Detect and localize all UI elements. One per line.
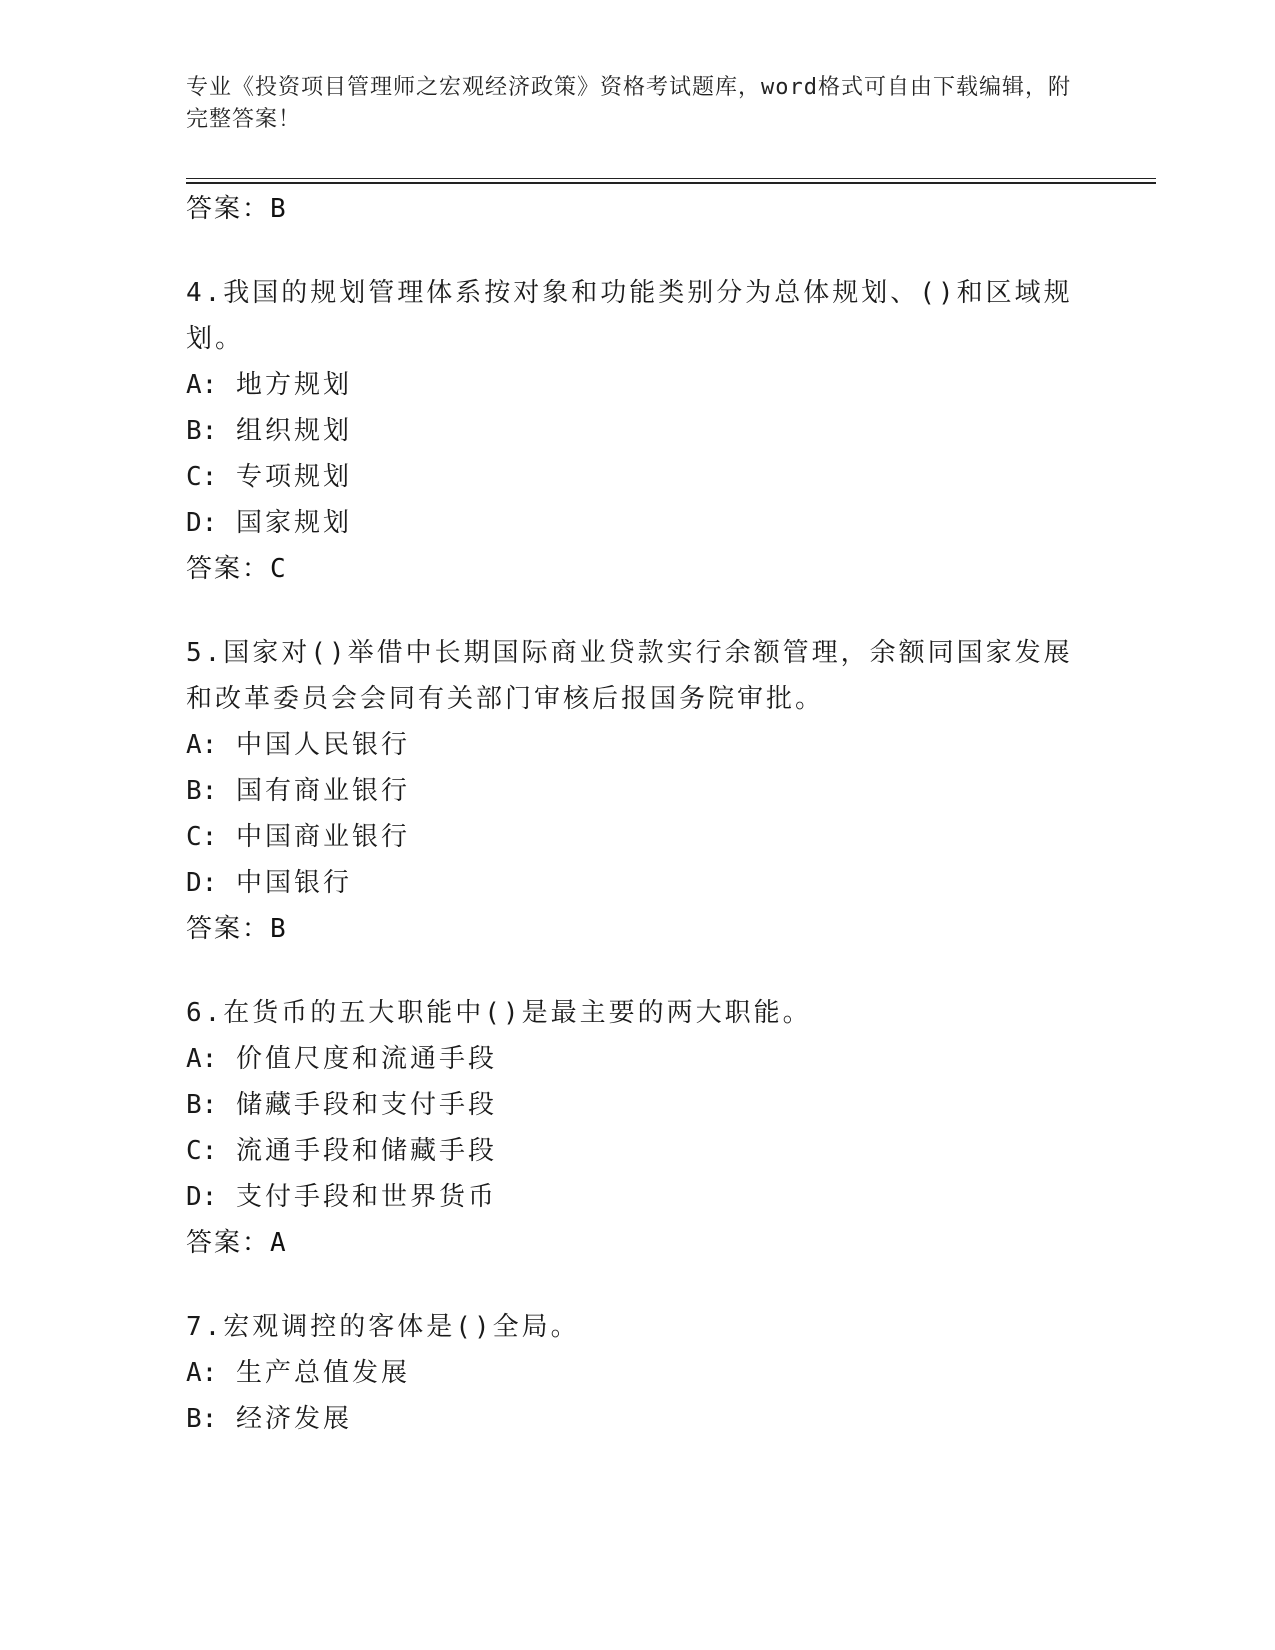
answer-line bbox=[186, 186, 1086, 232]
header-rule-thin bbox=[186, 178, 1156, 179]
option-d bbox=[186, 1174, 1086, 1220]
option-a bbox=[186, 1350, 1086, 1396]
answer-line bbox=[186, 906, 1086, 952]
question-item bbox=[186, 990, 1086, 1266]
option-c bbox=[186, 814, 1086, 860]
option-text: 专项规划 bbox=[235, 462, 352, 492]
question-item bbox=[186, 1304, 1086, 1442]
option-key: C: bbox=[186, 462, 218, 492]
question-stem: 5.国家对()举借中长期国际商业贷款实行余额管理，余额同国家发展和改革委员会会同有关部门审核后报国务院审批。 bbox=[186, 638, 1073, 714]
answer-label: 答案： bbox=[186, 194, 271, 224]
question-list bbox=[186, 186, 1086, 1442]
question-stem: 7.宏观调控的客体是()全局。 bbox=[186, 1312, 580, 1342]
option-text: 地方规划 bbox=[235, 370, 352, 400]
option-key: A: bbox=[186, 730, 218, 760]
answer-label: 答案： bbox=[186, 1228, 271, 1258]
option-text: 中国人民银行 bbox=[235, 730, 410, 760]
option-b bbox=[186, 768, 1086, 814]
option-text: 流通手段和储藏手段 bbox=[235, 1136, 497, 1166]
option-text: 中国银行 bbox=[235, 868, 352, 898]
option-text: 经济发展 bbox=[235, 1404, 352, 1434]
answer-value: B bbox=[270, 914, 288, 944]
option-key: D: bbox=[186, 508, 218, 538]
question-stem: 4.我国的规划管理体系按对象和功能类别分为总体规划、()和区域规划。 bbox=[186, 278, 1073, 354]
option-key: B: bbox=[186, 776, 218, 806]
option-key: D: bbox=[186, 1182, 218, 1212]
question-item bbox=[186, 630, 1086, 952]
option-d bbox=[186, 860, 1086, 906]
option-key: B: bbox=[186, 1090, 218, 1120]
answer-value: B bbox=[270, 194, 288, 224]
header-rule-thick bbox=[186, 182, 1156, 184]
option-key: C: bbox=[186, 822, 218, 852]
option-text: 价值尺度和流通手段 bbox=[235, 1044, 497, 1074]
answer-line bbox=[186, 546, 1086, 592]
option-text: 中国商业银行 bbox=[235, 822, 410, 852]
answer-label: 答案： bbox=[186, 914, 271, 944]
option-d bbox=[186, 500, 1086, 546]
answer-value: A bbox=[270, 1228, 288, 1258]
document-header bbox=[186, 72, 1076, 136]
option-text: 组织规划 bbox=[235, 416, 352, 446]
option-a bbox=[186, 722, 1086, 768]
option-text: 国有商业银行 bbox=[235, 776, 410, 806]
answer-value: C bbox=[270, 554, 288, 584]
option-text: 国家规划 bbox=[235, 508, 352, 538]
option-key: D: bbox=[186, 868, 218, 898]
option-text: 生产总值发展 bbox=[235, 1358, 410, 1388]
answer-label: 答案： bbox=[186, 554, 271, 584]
option-key: C: bbox=[186, 1136, 218, 1166]
question-item bbox=[186, 270, 1086, 592]
option-key: A: bbox=[186, 1044, 218, 1074]
question-stem: 6.在货币的五大职能中()是最主要的两大职能。 bbox=[186, 998, 812, 1028]
option-c bbox=[186, 1128, 1086, 1174]
option-text: 储藏手段和支付手段 bbox=[235, 1090, 497, 1120]
option-b bbox=[186, 408, 1086, 454]
option-b bbox=[186, 1082, 1086, 1128]
answer-line bbox=[186, 1220, 1086, 1266]
option-b bbox=[186, 1396, 1086, 1442]
option-a bbox=[186, 362, 1086, 408]
option-key: B: bbox=[186, 1404, 218, 1434]
option-text: 支付手段和世界货币 bbox=[235, 1182, 497, 1212]
option-a bbox=[186, 1036, 1086, 1082]
option-c bbox=[186, 454, 1086, 500]
option-key: A: bbox=[186, 370, 218, 400]
option-key: A: bbox=[186, 1358, 218, 1388]
header-text: 专业《投资项目管理师之宏观经济政策》资格考试题库，word格式可自由下载编辑，附完整答案！ bbox=[186, 75, 1071, 132]
option-key: B: bbox=[186, 416, 218, 446]
